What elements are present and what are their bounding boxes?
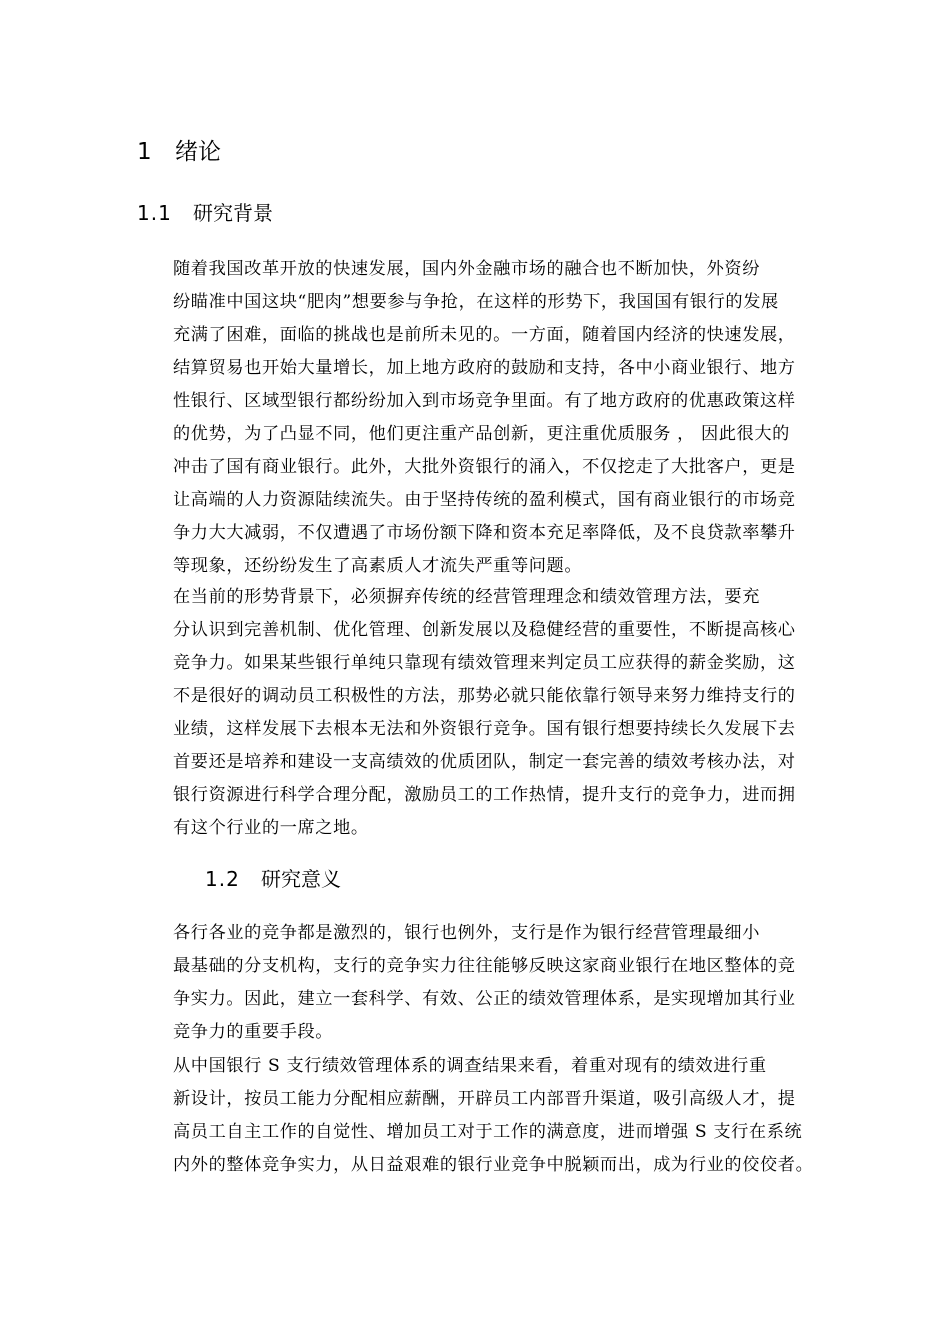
text-line: 等现象，还纷纷发生了高素质人才流失严重等问题。 [173, 556, 583, 576]
text-line: 性银行、区域型银行都纷纷加入到市场竞争里面。有了地方政府的优惠政策这样 [173, 391, 796, 411]
text-line: 随着我国改革开放的快速发展，国内外金融市场的融合也不断加快，外资纷 [173, 259, 760, 279]
text-line: 不是很好的调动员工积极性的方法，那势必就只能依靠行领导来努力维持支行的 [173, 686, 796, 706]
text-line: 业绩，这样发展下去根本无法和外资银行竞争。国有银行想要持续长久发展下去 [173, 719, 796, 739]
text-line: 争实力。因此，建立一套科学、有效、公正的绩效管理体系，是实现增加其行业 [173, 989, 796, 1009]
text-line: 有这个行业的一席之地。 [173, 818, 369, 838]
text-line: 内外的整体竞争实力，从日益艰难的银行业竞争中脱颖而出，成为行业的佼佼者。 [173, 1155, 814, 1175]
paragraph-background-1 [137, 253, 815, 583]
chapter-heading [137, 136, 221, 168]
text-line: 争力大大减弱，不仅遭遇了市场份额下降和资本充足率降低，及不良贷款率攀升 [173, 523, 796, 543]
text-line: 高员工自主工作的自觉性、增加员工对于工作的满意度，进而增强 S 支行在系统 [173, 1122, 803, 1142]
paragraph-background-2 [137, 581, 815, 845]
text-line: 竞争力。如果某些银行单纯只靠现有绩效管理来判定员工应获得的薪金奖励，这 [173, 653, 796, 673]
text-line: 从中国银行 S 支行绩效管理体系的调查结果来看，着重对现有的绩效进行重 [173, 1056, 767, 1076]
chapter-number: 1 [137, 139, 152, 165]
text-line: 分认识到完善机制、优化管理、创新发展以及稳健经营的重要性，不断提高核心 [173, 620, 796, 640]
section-heading-1-1 [137, 198, 273, 228]
text-line: 银行资源进行科学合理分配，激励员工的工作热情，提升支行的竞争力，进而拥 [173, 785, 796, 805]
section-title: 研究背景 [193, 201, 273, 225]
text-line: 冲击了国有商业银行。此外，大批外资银行的涌入，不仅挖走了大批客户，更是 [173, 457, 796, 477]
text-line: 新设计，按员工能力分配相应薪酬，开辟员工内部晋升渠道，吸引高级人才，提 [173, 1089, 796, 1109]
text-line: 竞争力的重要手段。 [173, 1022, 334, 1042]
section-heading-1-2 [205, 864, 341, 894]
text-line: 结算贸易也开始大量增长，加上地方政府的鼓励和支持，各中小商业银行、地方 [173, 358, 796, 378]
section-number: 1.1 [137, 201, 172, 225]
section-title: 研究意义 [261, 867, 341, 891]
text-line: 充满了困难，面临的挑战也是前所未见的。一方面，随着国内经济的快速发展， [173, 325, 796, 345]
section-number: 1.2 [205, 867, 240, 891]
text-line: 纷瞄准中国这块“肥肉”想要参与争抢，在这样的形势下，我国国有银行的发展 [173, 292, 779, 312]
paragraph-significance-2 [137, 1050, 815, 1182]
text-line: 最基础的分支机构，支行的竞争实力往往能够反映这家商业银行在地区整体的竞 [173, 956, 796, 976]
paragraph-significance-1 [137, 917, 815, 1049]
text-line: 在当前的形势背景下，必须摒弃传统的经营管理理念和绩效管理方法，要充 [173, 587, 760, 607]
text-line: 让高端的人力资源陆续流失。由于坚持传统的盈利模式，国有商业银行的市场竞 [173, 490, 796, 510]
text-line: 的优势，为了凸显不同，他们更注重产品创新，更注重优质服务 ， 因此很大的 [173, 424, 790, 444]
chapter-title: 绪论 [175, 139, 221, 165]
text-line: 各行各业的竞争都是激烈的，银行也例外，支行是作为银行经营管理最细小 [173, 923, 760, 943]
text-line: 首要还是培养和建设一支高绩效的优质团队，制定一套完善的绩效考核办法，对 [173, 752, 796, 772]
